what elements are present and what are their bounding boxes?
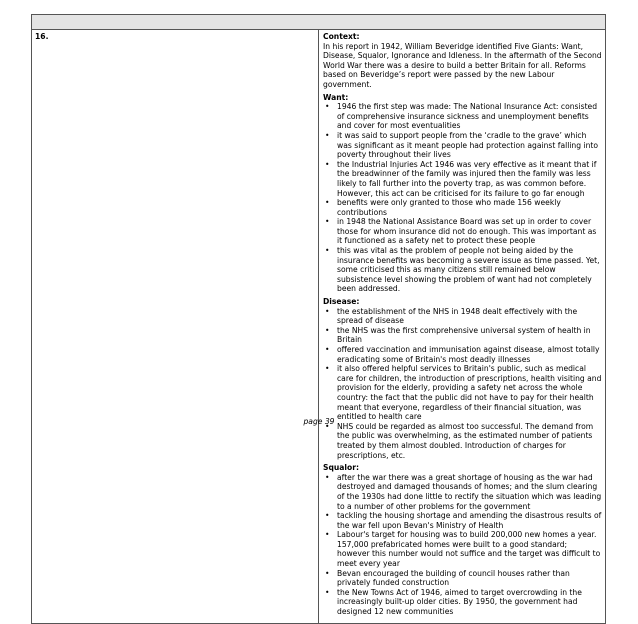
- section-disease: [323, 297, 602, 460]
- list-item: • the establishment of the NHS in 1948 dealt effectively with the spread of disease: [323, 307, 602, 326]
- question-row: [32, 30, 606, 624]
- page-footer: page 39: [303, 417, 335, 426]
- section-title: Squalor:: [323, 463, 360, 473]
- list-item: • 1946 the first step was made: The National Insurance Act: consisted of comprehensive insurance sickness and unemployment benefits and cover for most eventualities: [323, 102, 602, 131]
- bullet-list: [323, 307, 602, 461]
- section-want: [323, 93, 602, 294]
- list-item: • offered vaccination and immunisation against disease, almost totally eradicating some of Britain's most deadly illnesses: [323, 345, 602, 364]
- list-item: • Bevan encouraged the building of council houses rather than privately funded construction: [323, 569, 602, 588]
- list-item: • Labour's target for housing was to build 200,000 new homes a year. 157,000 prefabricated homes were built to a good standard; however this number would not suffice and the target was difficult to meet every year: [323, 530, 602, 568]
- document-sheet: [31, 14, 606, 624]
- context-section: [323, 32, 602, 90]
- list-item: • it also offered helpful services to Britain's public, such as medical care for children, the introduction of prescriptions, health visiting and provision for the elderly, providing a safety net across the whole country: the fact that the public did not have to pay for their health meant that everyone, regardless of their financial situation, was entitled to health care: [323, 364, 602, 422]
- answer-content: [319, 30, 606, 624]
- list-item: • the NHS was the first comprehensive universal system of health in Britain: [323, 326, 602, 345]
- bullet-list: [323, 473, 602, 617]
- list-item: • benefits were only granted to those who made 156 weekly contributions: [323, 198, 602, 217]
- list-item: • the New Towns Act of 1946, aimed to target overcrowding in the increasingly built-up older cities. By 1950, the government had designed 12 new communities: [323, 588, 602, 617]
- section-title: Context:: [323, 32, 360, 41]
- list-item: • this was vital as the problem of people not being aided by the insurance benefits was becoming a severe issue as time passed. Yet, some criticised this as many citizens still remained below subsistence level showing the problem of want had not completely been addressed.: [323, 246, 602, 294]
- bullet-list: [323, 102, 602, 294]
- item-number: 16.: [32, 30, 319, 624]
- list-item: • tackling the housing shortage and amending the disastrous results of the war fell upon Bevan's Ministry of Health: [323, 511, 602, 530]
- context-text: In his report in 1942, William Beveridge identified Five Giants: Want, Disease, Squalor, Ignorance and Idleness. In the aftermath of the Second World War there was a desire to build a better Britain for all. Reforms based on Beveridge’s report were passed by the new Labour government.: [323, 41, 602, 89]
- list-item: • it was said to support people from the ‘cradle to the grave’ which was significant as it meant people had protection against falling into poverty throughout their lives: [323, 131, 602, 160]
- table-header-cell: [32, 15, 606, 30]
- list-item: • the Industrial Injuries Act 1946 was very effective as it meant that if the breadwinner of the family was injured then the family was less likely to fall further into the poverty trap, as was common before. However, this act can be criticised for its failure to go far enough: [323, 160, 602, 198]
- section-title: Want:: [323, 92, 349, 102]
- table-header-row: [32, 15, 606, 30]
- section-title: Disease:: [323, 297, 360, 307]
- list-item: • in 1948 the National Assistance Board was set up in order to cover those for whom insurance did not do enough. This was important as it functioned as a safety net to protect these people: [323, 217, 602, 246]
- section-squalor: [323, 463, 602, 617]
- list-item: • after the war there was a great shortage of housing as the war had destroyed and damaged thousands of homes; and the slum clearing of the 1930s had done little to rectify the situation which was leading to a number of other problems for the government: [323, 473, 602, 511]
- list-item: • NHS could be regarded as almost too successful. The demand from the public was overwhelming, as the estimated number of patients treated by them almost doubled. Introduction of charges for prescriptions, etc.: [323, 422, 602, 460]
- sections-container: [323, 93, 602, 617]
- answer-table: [31, 14, 606, 624]
